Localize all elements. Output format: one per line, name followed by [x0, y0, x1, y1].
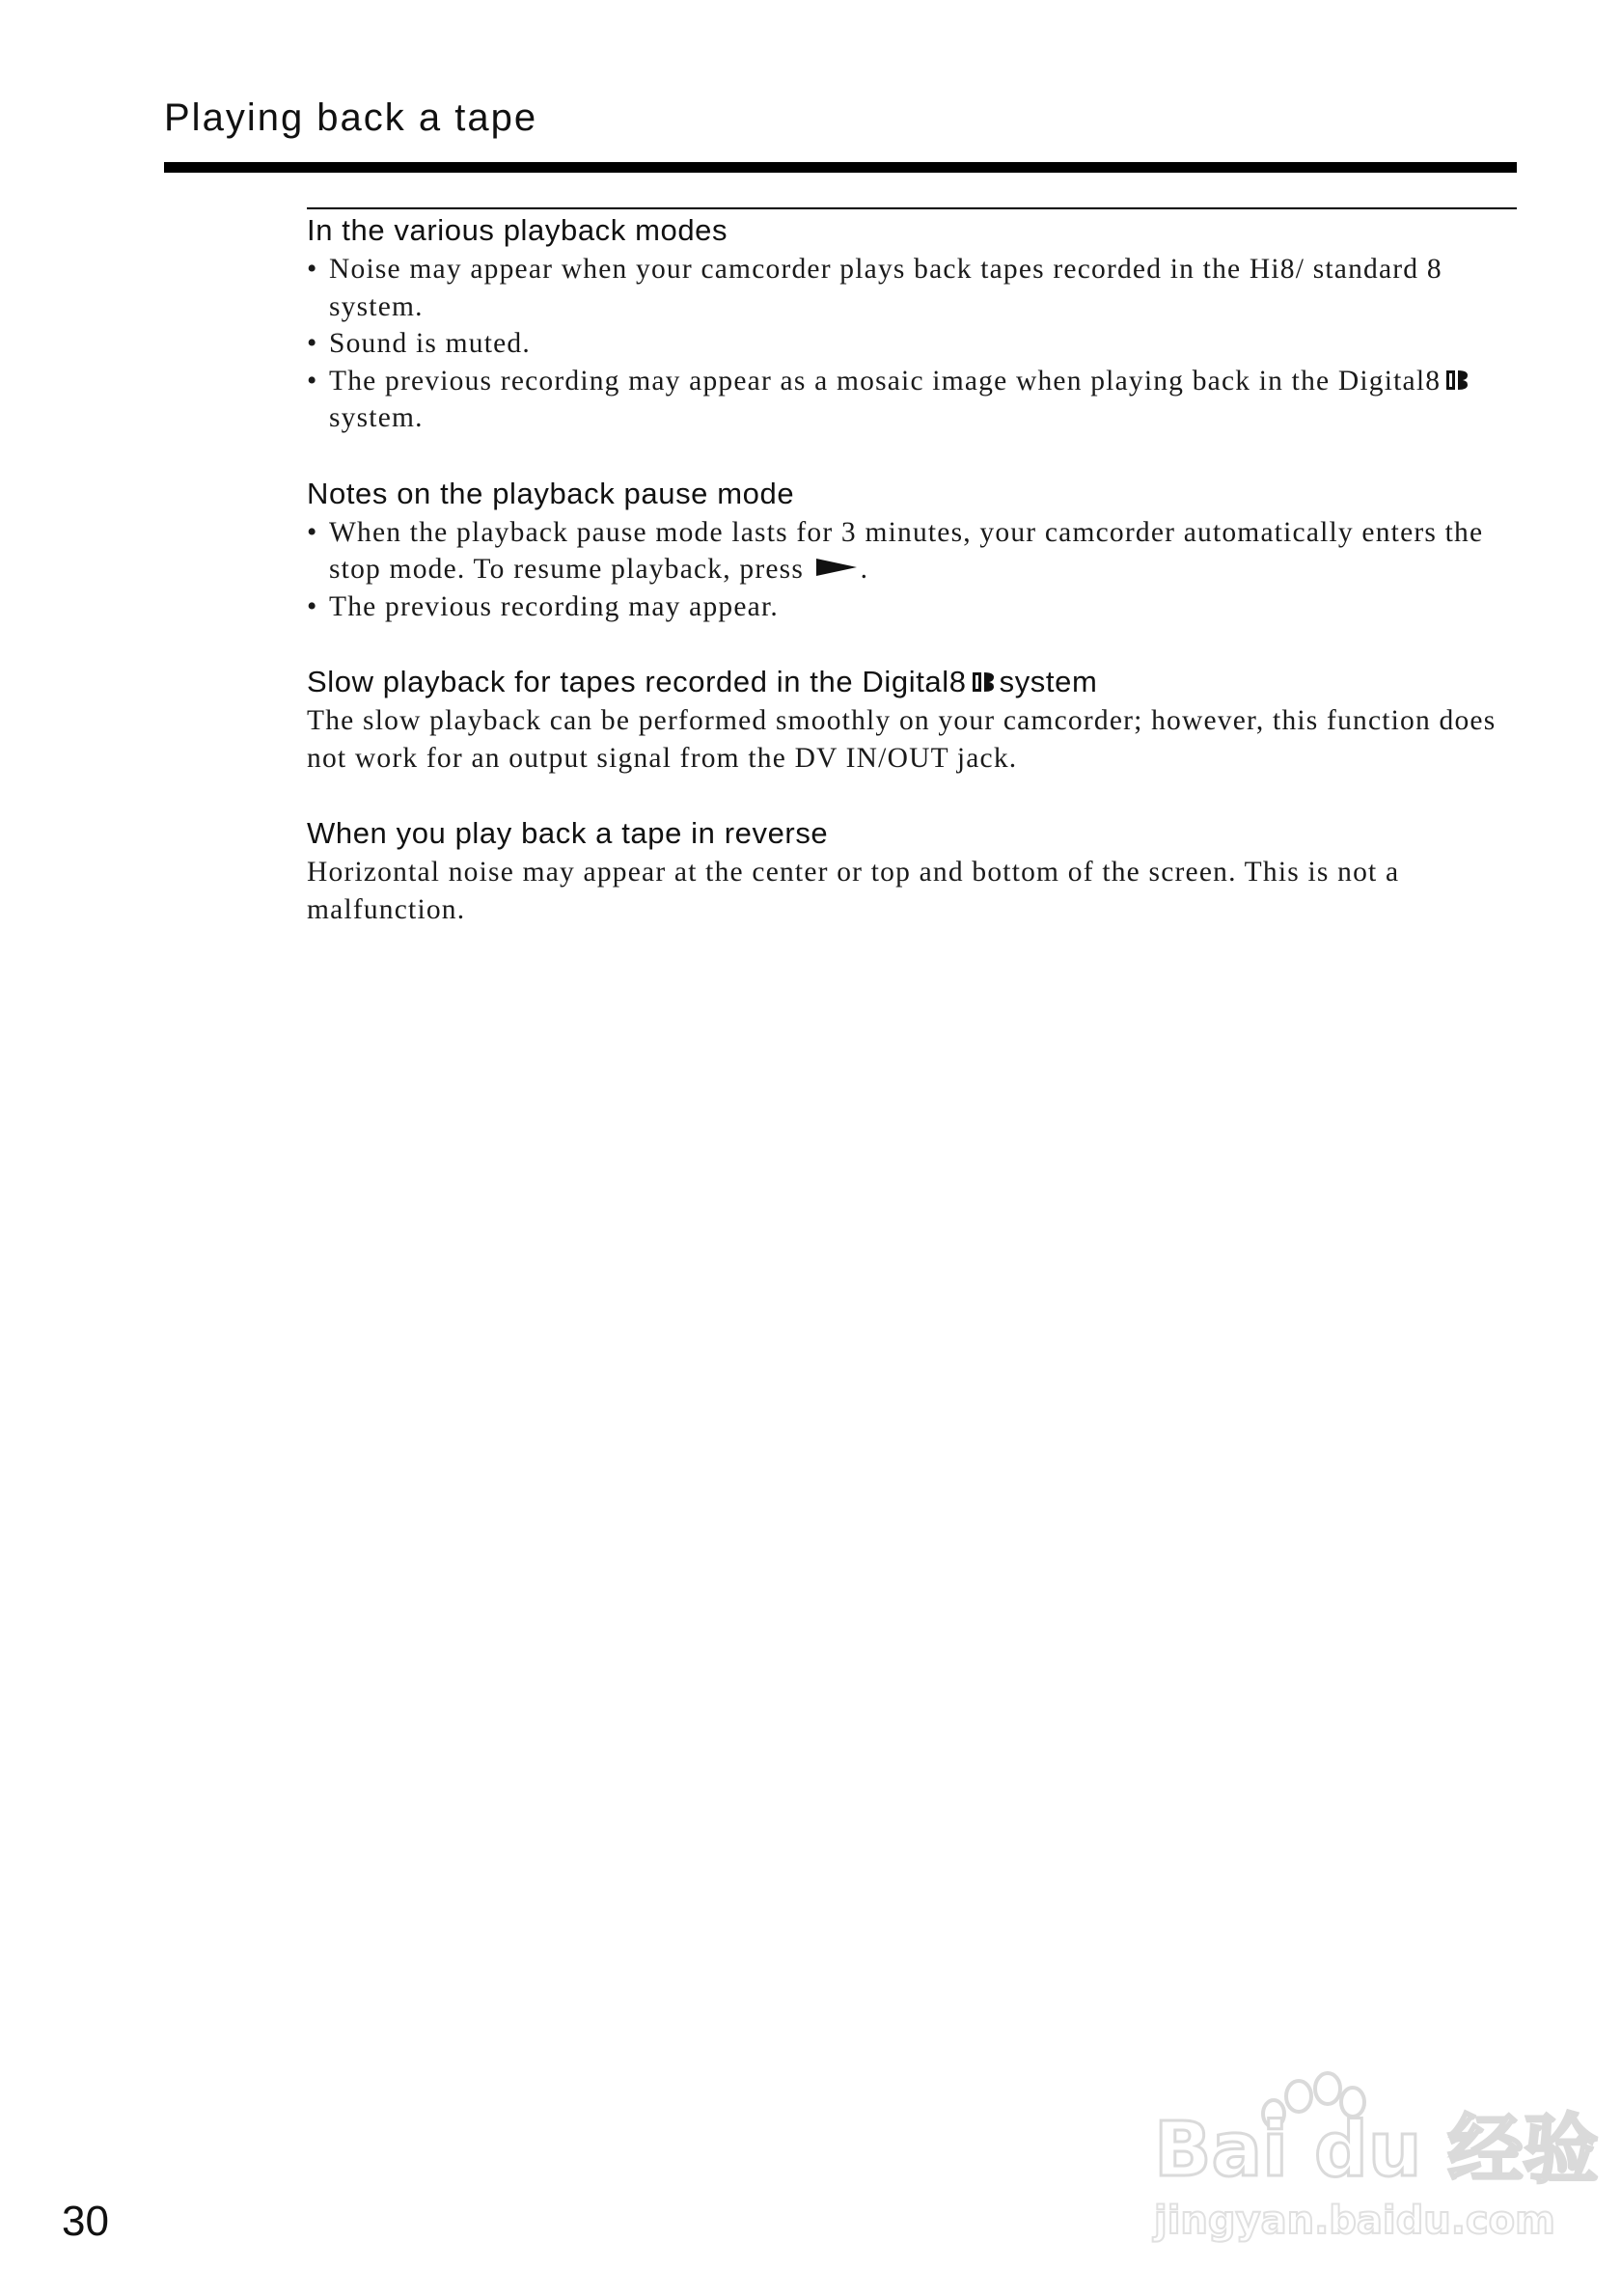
- content-area: [307, 210, 1517, 965]
- section-body: Horizontal noise may appear at the center or top and bottom of the screen. This is not a malfunction.: [307, 857, 1400, 925]
- section-title: When you play back a tape in reverse: [307, 816, 829, 850]
- bullet-item: [307, 363, 1517, 437]
- heading-rule: [164, 162, 1517, 173]
- section-body: The slow playback can be performed smoothly on your camcorder; however, this function does not work for an output signal from the DV IN/OUT jack.: [307, 705, 1497, 774]
- bullet-text: When the playback pause mode lasts for 3 minutes, your camcorder automatically enters the stop mode. To resume playback, press: [329, 516, 1484, 585]
- section-reverse: [307, 813, 1517, 928]
- section-title: [307, 662, 1517, 702]
- digital8-logo-icon: [1444, 368, 1470, 393]
- bullet-item: [307, 325, 1517, 363]
- digital8-logo-icon: [971, 670, 996, 695]
- baidu-watermark-logo: [1154, 2060, 1599, 2243]
- bullet-text-tail: .: [860, 554, 869, 585]
- section-title-text: Slow playback for tapes recorded in the Digital8: [307, 665, 967, 698]
- page-number: 30: [62, 2198, 109, 2245]
- section-playback-modes: [307, 210, 1517, 437]
- section-pause-mode: [307, 474, 1517, 626]
- bullet-text: Sound is muted.: [329, 328, 531, 359]
- play-icon: [814, 555, 859, 580]
- bullet-list: [307, 514, 1517, 626]
- watermark-text: Bai du 经验: [1154, 2107, 1599, 2194]
- bullet-item: [307, 251, 1517, 325]
- watermark-url: jingyan.baidu.com: [1154, 2199, 1555, 2243]
- section-title-tail: system: [999, 665, 1098, 698]
- page-title: Playing back a tape: [164, 96, 538, 139]
- section-title: In the various playback modes: [307, 213, 728, 247]
- bullet-text: The previous recording may appear.: [329, 590, 779, 622]
- content-rule: [307, 207, 1517, 209]
- bullet-list: [307, 251, 1517, 437]
- bullet-item: [307, 514, 1517, 588]
- bullet-text-tail: system.: [329, 402, 424, 433]
- bullet-text: Noise may appear when your camcorder plays back tapes recorded in the Hi8/ standard 8 system.: [329, 254, 1442, 322]
- section-slow-playback: [307, 662, 1517, 777]
- bullet-item: [307, 588, 1517, 626]
- section-title: Notes on the playback pause mode: [307, 476, 795, 510]
- bullet-text: The previous recording may appear as a mosaic image when playing back in the Digital8: [329, 365, 1442, 396]
